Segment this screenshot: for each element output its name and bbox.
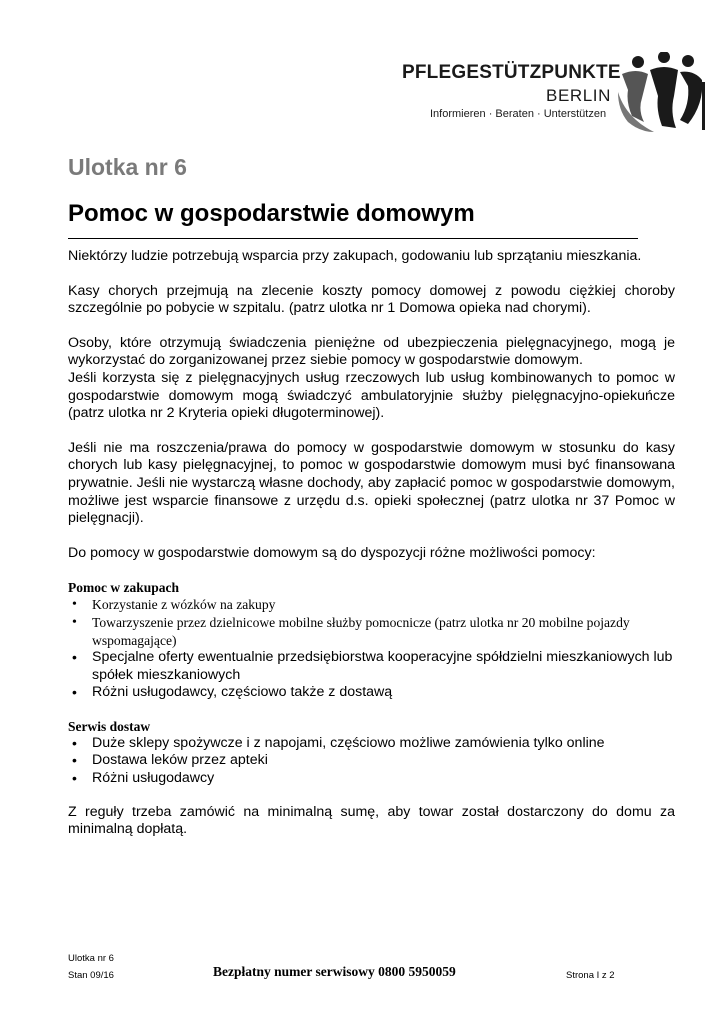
list-item: • Różni usługodawcy (92, 770, 675, 788)
document-body (68, 248, 675, 856)
paragraph-care-allowance: Osoby, które otrzymują świadczenia pieniężne od ubezpieczenia pielęgnacyjnego, mogą je wykorzystać do zorganizowanej przez siebie pomocy w gospodarstwie domowym. (68, 334, 675, 369)
list-item: • Specjalne oferty ewentualnie przedsiębiorstwa kooperacyjne spółdzielni mieszkaniowych lub spółek mieszkaniowych (92, 649, 675, 684)
paragraph-intro: Niektórzy ludzie potrzebują wsparcia przy zakupach, godowaniu lub sprzątaniu mieszkania. (68, 248, 642, 264)
list-item: • Dostawa leków przez apteki (92, 752, 675, 770)
logo-city-text: BERLIN (546, 86, 612, 105)
logo-figures-icon (618, 52, 706, 134)
list-item: • Duże sklepy spożywcze i z napojami, częściowo możliwe zamówienia tylko online (92, 735, 675, 753)
footer-hotline: Bezpłatny numer serwisowy 0800 5950059 (213, 964, 456, 979)
section-heading-shopping: Pomoc w zakupach (68, 580, 179, 596)
footer-date: Stan 09/16 (68, 970, 114, 981)
list-item: • Różni usługodawcy, częściowo także z dostawą (92, 684, 675, 702)
paragraph-private-financing: Jeśli nie ma roszczenia/prawa do pomocy w gospodarstwie domowym w stosunku do kasy chorych lub kasy pielęgnacyjnej, to pomoc w gospodarstwie domowym musi być finansowana prywatnie. Jeśli nie wystarczą własne dochody, aby zapłacić pomoc w gospodarstwie domowym, możliwe jest wsparcie finansowe z urzędu d.s. opieki społecznej (patrz ulotka nr 37 Pomoc w pielęgnacji). (68, 439, 675, 527)
page-title: Pomoc w gospodarstwie domowym (68, 200, 475, 227)
logo-tagline: Informieren · Beraten · Unterstützen (430, 108, 607, 120)
paragraph-health-insurance: Kasy chorych przejmują na zlecenie koszty pomocy domowej z powodu ciężkiej choroby szczególnie po pobycie w szpitalu. (patrz ulotka nr 1 Domowa opieka nad chorymi). (68, 282, 675, 317)
footer-flyer-name: Ulotka nr 6 (68, 953, 114, 964)
list-item: • Towarzyszenie przez dzielnicowe mobilne służby pomocnicze (patrz ulotka nr 20 mobilne pojazdy wspomagające) (92, 614, 675, 649)
paragraph-closing: Z reguły trzeba zamówić na minimalną sumę, aby towar został dostarczony do domu za minimalną dopłatą. (68, 803, 675, 838)
header-logo (396, 52, 706, 134)
list-item: • Korzystanie z wózków na zakupy (92, 596, 675, 614)
paragraph-care-services: Jeśli korzysta się z pielęgnacyjnych usług rzeczowych lub usług kombinowanych to pomoc w gospodarstwie domowym mogą świadczyć ambulatoryjnie służby pielęgnacyjno-opiekuńcze (patrz ulotka nr 2 Kryteria opieki długoterminowej). (68, 369, 675, 422)
shopping-list (68, 596, 675, 702)
paragraph-options-intro: Do pomocy w gospodarstwie domowym są do dyspozycji różne możliwości pomocy: (68, 544, 596, 561)
section-heading-delivery: Serwis dostaw (68, 718, 151, 734)
footer-page-number: Strona I z 2 (566, 970, 615, 981)
delivery-list (68, 735, 675, 788)
title-divider (68, 238, 638, 239)
logo-brand-text: PFLEGESTÜTZPUNKTE (402, 62, 621, 83)
flyer-number: Ulotka nr 6 (68, 154, 187, 180)
